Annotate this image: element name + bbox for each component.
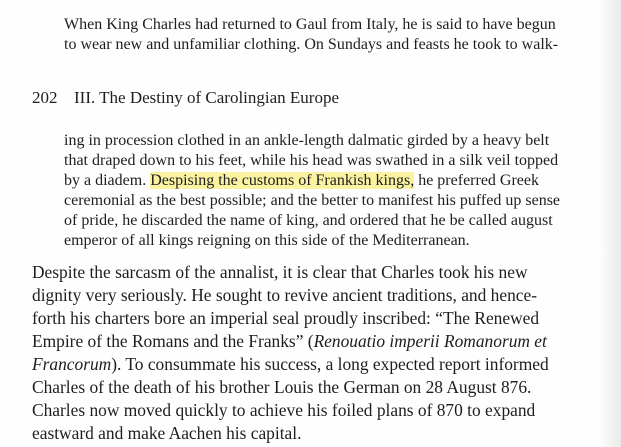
quote-line-4: ceremonial as the best possible; and the better to manifest his puffed up sense xyxy=(64,192,561,209)
body-line-3: forth his charters bore an imperial seal proudly inscribed: “The Renewed xyxy=(32,308,540,328)
quote-line-6: emperor of all kings reigning on this side of the Mediterranean. xyxy=(64,232,470,249)
quote-line-3-start: by a diadem. xyxy=(64,172,151,189)
body-line-4-text: Empire of the Romans and the Franks” ( xyxy=(32,331,314,351)
quote-line-1: ing in procession clothed in an ankle-length dalmatic girded by a heavy belt xyxy=(64,132,550,149)
page-edge-shadow xyxy=(599,0,621,447)
highlighted-phrase[interactable]: Despising the customs of Frankish kings, xyxy=(150,172,415,189)
chapter-title: III. The Destiny of Carolingian Europe xyxy=(74,88,340,107)
quote-line-3-end: he preferred Greek xyxy=(414,172,540,189)
quote-line-2: that draped down to his feet, while his head was swathed in a silk veil topped xyxy=(64,152,559,169)
body-line-5-text: ). To consummate his success, a long expected report informed xyxy=(111,354,549,374)
body-line-4 xyxy=(32,330,547,353)
body-line-1: Despite the sarcasm of the annalist, it is clear that Charles took his new xyxy=(32,262,528,282)
body-line-2: dignity very seriously. He sought to revive ancient traditions, and hence- xyxy=(32,285,537,305)
page-number: 202 xyxy=(32,88,58,107)
latin-inscription: Renouatio imperii Romanorum et xyxy=(313,331,547,351)
body-line-5 xyxy=(32,353,549,376)
body-line-6: Charles of the death of his brother Louis the German on 28 August 876. xyxy=(32,377,532,397)
latin-inscription-end: Francorum xyxy=(32,354,112,374)
quote-line-3 xyxy=(64,171,539,191)
page-header xyxy=(32,87,339,109)
top-passage-line-2: to wear new and unfamiliar clothing. On Sundays and feasts he took to walk- xyxy=(64,36,559,53)
body-line-8: eastward and make Aachen his capital. xyxy=(32,423,302,443)
quote-line-5: of pride, he discarded the name of king, and ordered that he be called august xyxy=(64,212,553,229)
top-passage-line-1: When King Charles had returned to Gaul from Italy, he is said to have begun xyxy=(64,16,556,33)
body-line-7: Charles now moved quickly to achieve his foiled plans of 870 to expand xyxy=(32,400,536,420)
